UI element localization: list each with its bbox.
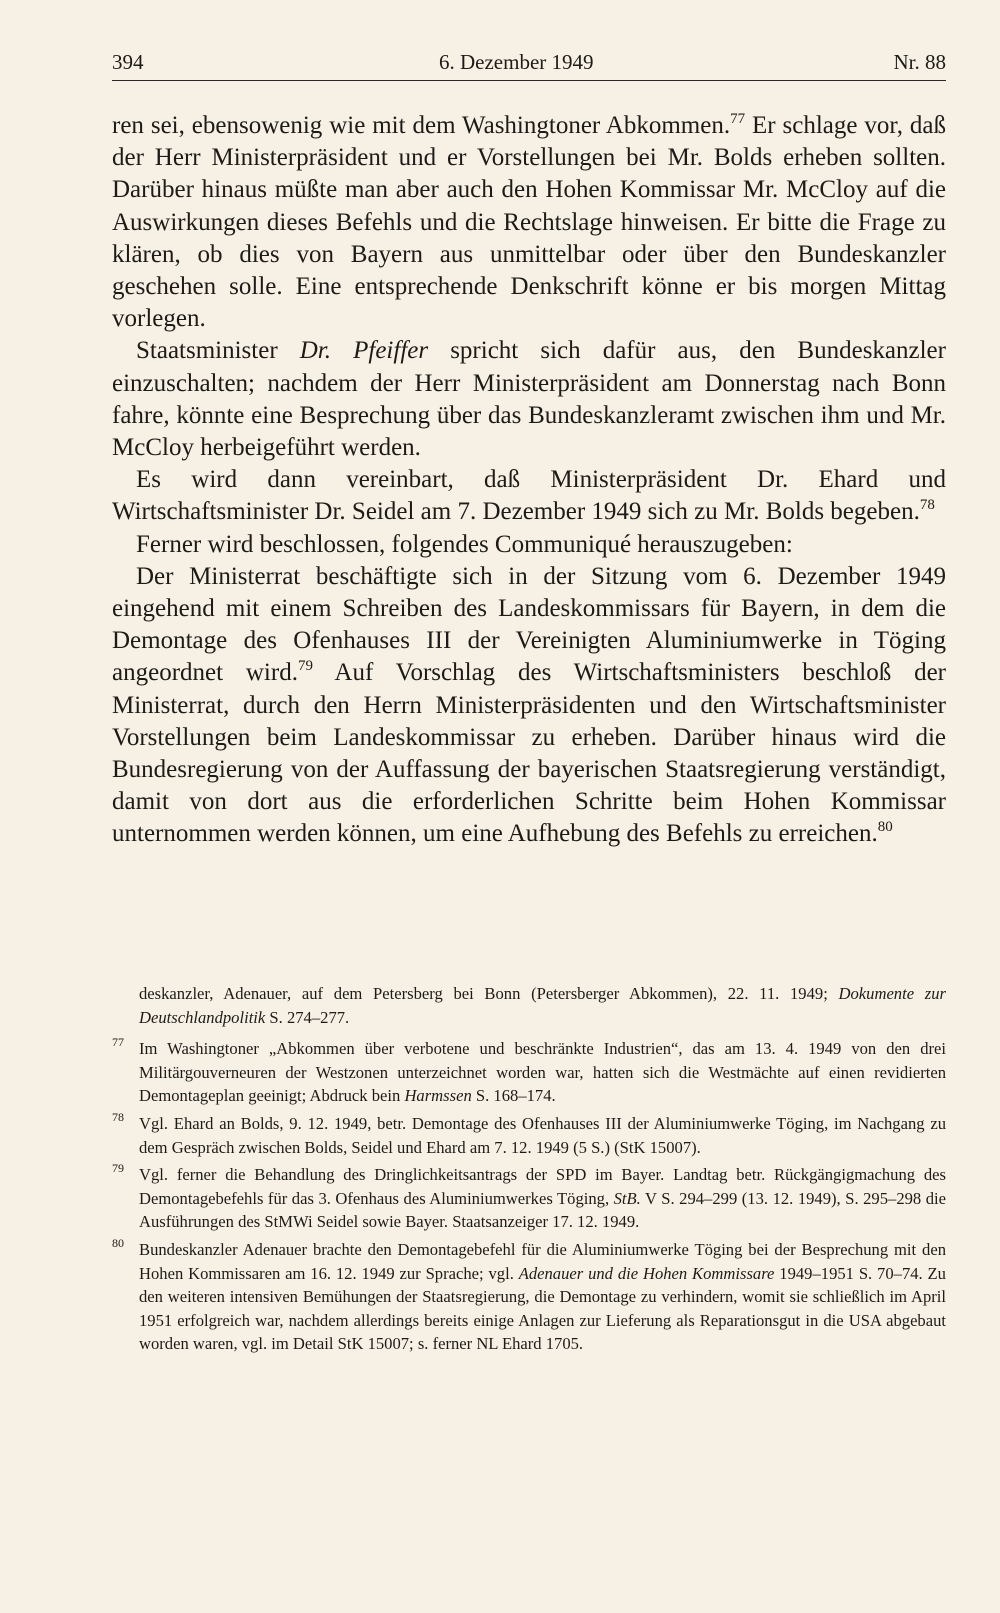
footnote-text: V S. 294–299 (13. 12. 1949), S. 295–298 die Ausführungen des StMWi Seidel sowie Bayer. Staatsanzeiger 17. 12. 1949.: [139, 1188, 947, 1232]
paragraph: [112, 529, 946, 561]
page-number: 394: [112, 50, 144, 74]
running-header: [112, 48, 946, 80]
paragraph-text: Er schlage vor, daß der Herr Ministerpräsident und er Vorstellungen bei Mr. Bolds erheben sollten. Darüber hinaus müßte man aber auch den Hohen Kommissar Mr. McCloy auf die Auswirkungen dieses Befehls und die Rechtslage hinweisen. Er bitte die Frage zu klären, ob dies von Bayern aus unmittelbar oder über den Bundeskanzler geschehen solle. Eine entsprechende Denkschrift könne er bis morgen Mittag vorlegen.: [112, 112, 946, 333]
paragraph-text: Der Ministerrat beschäftigte sich in der Sitzung vom 6. Dezember 1949 eingehend mit einem Schreiben des Landeskommissars für Bayern, in dem die Demontage des Ofenhauses III der Vereinigten Aluminiumwerke in Töging angeordnet wird.: [112, 562, 946, 687]
footnote-citation: Adenauer und die Hohen Kommissare: [518, 1263, 775, 1283]
speaker-name: Dr. Pfeiffer: [299, 337, 429, 365]
footnote-citation: StB.: [613, 1188, 641, 1208]
header-date: 6. Dezember 1949: [439, 50, 594, 74]
paragraph: [112, 110, 946, 335]
footnote-reference[interactable]: 79: [297, 658, 313, 675]
footnote-text: Vgl. Ehard an Bolds, 9. 12. 1949, betr. Demontage des Ofenhauses III der Aluminiumwerke Töging, im Nachgang zu dem Gespräch zwischen Bolds, Seidel und Ehard am 7. 12. 1949 (5 S.) (StK 15007).: [139, 1113, 946, 1157]
footnote-reference[interactable]: 78: [919, 497, 935, 514]
footnote-78: [112, 1109, 946, 1159]
footnote-number: 77: [112, 1035, 124, 1050]
footnote-continuation: [112, 982, 946, 1029]
footnote-reference[interactable]: 77: [730, 111, 746, 127]
footnote-citation: Harmssen: [404, 1086, 472, 1106]
footnote-reference[interactable]: 80: [877, 819, 893, 836]
paragraph-text: Staatsminister: [136, 337, 300, 365]
footnote-text: S. 168–174.: [471, 1086, 556, 1106]
footnote-number: 80: [112, 1235, 124, 1250]
paragraph-text: Ferner wird beschlossen, folgendes Communiqué herauszugeben:: [136, 530, 793, 558]
paragraph-text: spricht sich dafür aus, den Bundeskanzler einzuschalten; nachdem der Herr Ministerpräsident am Donnerstag nach Bonn fahre, könnte eine Besprechung über das Bundeskanzleramt zwischen ihm und Mr. McCloy herbeigeführt werden.: [112, 337, 946, 462]
footnote-text: 1949–1951 S. 70–74. Zu den weiteren intensiven Bemühungen der Staatsregierung, die Demontage zu verhindern, womit sie schließlich im April 1951 erfolgreich war, nachdem allerdings bereits einige Anlagen zur Lieferung als Reparationsgut in die USA abgebaut worden waren, vgl. im Detail StK 15007; s. ferner NL Ehard 1705.: [139, 1263, 946, 1354]
paragraph: [112, 464, 946, 528]
header-rule: [112, 80, 946, 81]
communique-paragraph: [112, 561, 946, 851]
footnote-text: Vgl. ferner die Behandlung des Dringlichkeitsantrags der SPD im Bayer. Landtag betr. Rückgängigmachung des Demontagebefehls für das 3. Ofenhaus des Aluminiumwerkes Töging,: [139, 1165, 946, 1208]
paragraph-text: ren sei, ebensowenig wie mit dem Washingtoner Abkommen.: [112, 112, 731, 139]
footnote-79: [112, 1163, 946, 1234]
main-text: [112, 110, 946, 851]
footnote-80: [112, 1235, 946, 1356]
footnote-text: Bundeskanzler Adenauer brachte den Demontagebefehl für die Aluminiumwerke Töging bei der Besprechung mit den Hohen Kommissaren am 16. 12. 1949 zur Sprache; vgl.: [139, 1239, 946, 1283]
paragraph: [112, 335, 946, 464]
footnote-text: S. 274–277.: [265, 1007, 350, 1027]
footnote-text: Im Washingtoner „Abkommen über verbotene und beschränkte Industrien“, das am 13. 4. 1949 von den drei Militärgouverneuren der Westzonen unterzeichnet worden war, hatten sich die Westmächte auf einen revidierten Demontageplan geeinigt; Abdruck bein: [139, 1039, 946, 1106]
footnote-citation: Dokumente zur Deutschlandpolitik: [139, 984, 946, 1027]
footnote-number: 79: [112, 1161, 124, 1176]
paragraph-text: Auf Vorschlag des Wirtschaftsministers beschloß der Ministerrat, durch den Herrn Ministerpräsidenten und den Wirtschaftsminister Vorstellungen beim Landeskommissar zu erheben. Darüber hinaus wird die Bundesregierung von der Auffassung der bayerischen Staatsregierung verständigt, damit von dort aus die erforderlichen Schritte beim Hohen Kommissar unternommen werden können, um eine Aufhebung des Befehls zu erreichen.: [112, 659, 946, 848]
footnotes: [112, 982, 946, 1360]
footnote-text: deskanzler, Adenauer, auf dem Petersberg bei Bonn (Petersberger Abkommen), 22. 11. 1949;: [139, 984, 839, 1003]
paragraph-text: Es wird dann vereinbart, daß Ministerpräsident Dr. Ehard und Wirtschaftsminister Dr. Seidel am 7. Dezember 1949 sich zu Mr. Bolds begeben.: [112, 466, 946, 526]
document-number: Nr. 88: [893, 50, 946, 74]
footnote-number: 78: [112, 1109, 124, 1124]
footnote-77: [112, 1037, 946, 1108]
